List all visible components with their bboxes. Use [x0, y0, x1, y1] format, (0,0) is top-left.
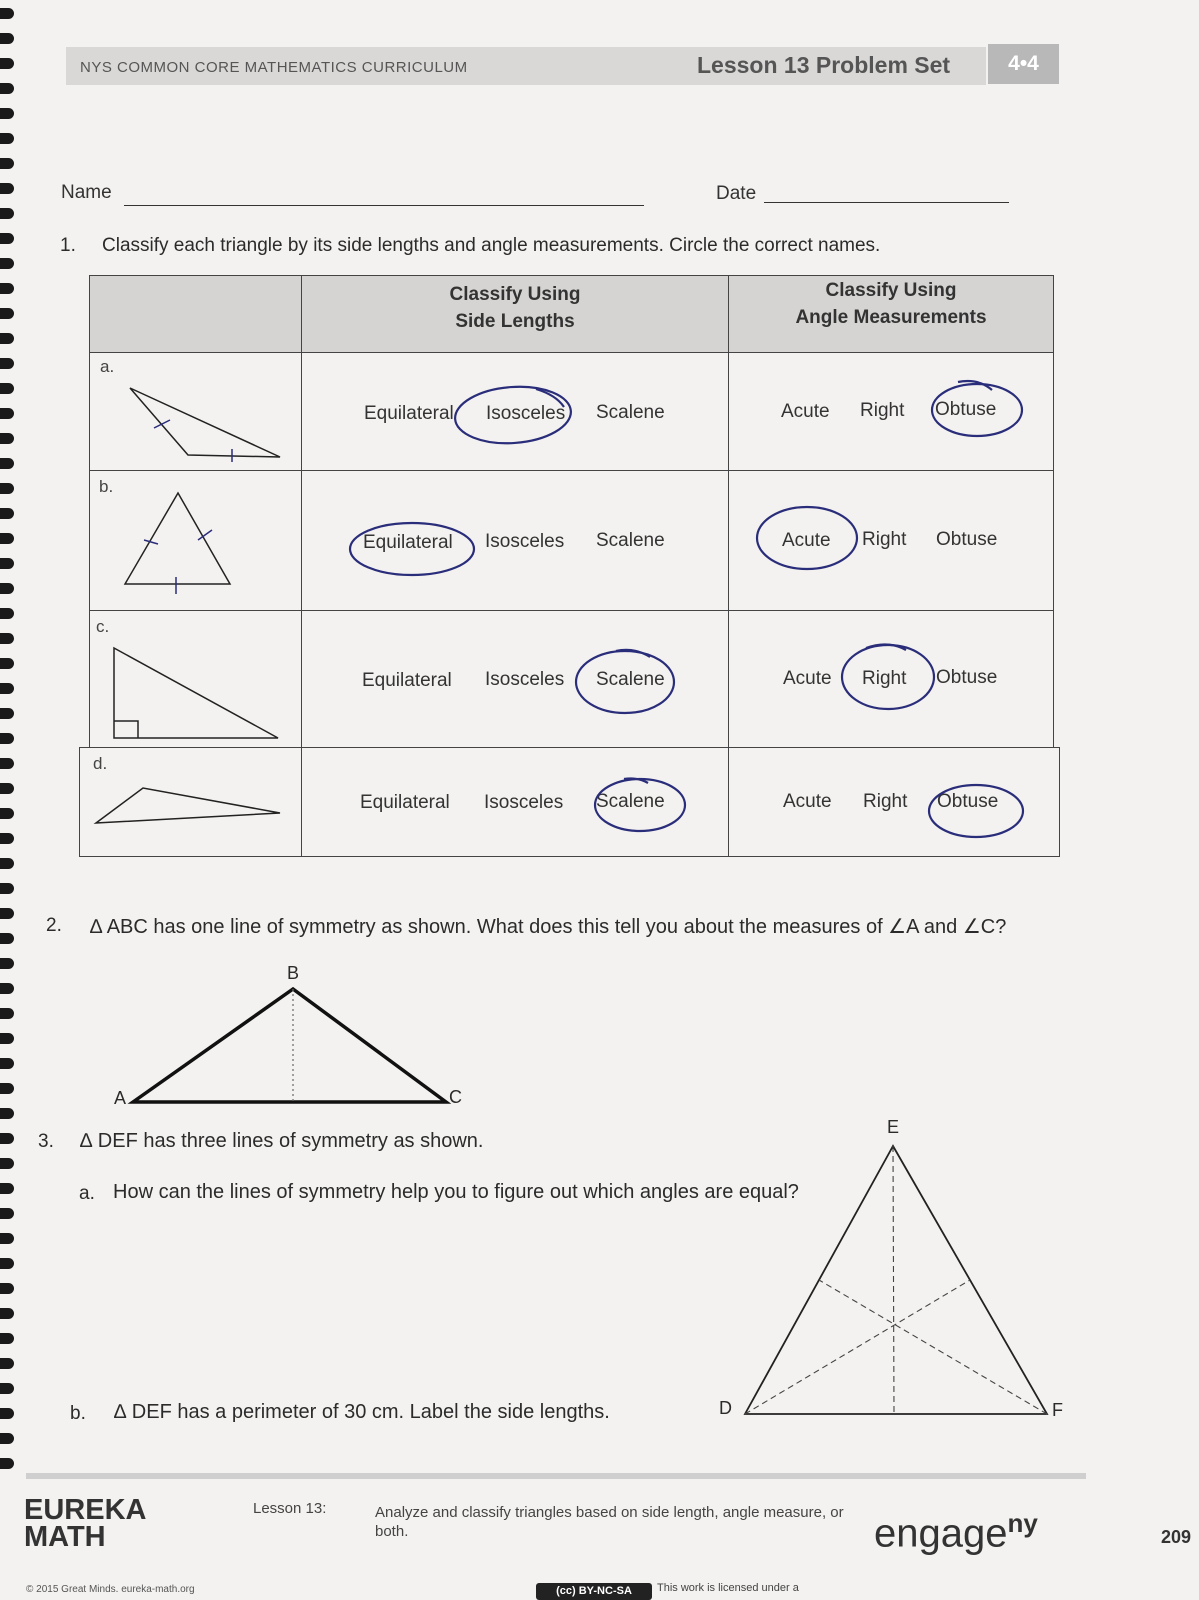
copyright: © 2015 Great Minds. eureka-math.org	[26, 1584, 195, 1595]
license-text: This work is licensed under a	[657, 1582, 799, 1594]
row-c-option-equilateral[interactable]: Equilateral	[362, 670, 452, 691]
eureka-math-logo: EUREKA MATH	[24, 1494, 147, 1553]
row-d-option-isosceles[interactable]: Isosceles	[484, 792, 564, 813]
row-c-option-right[interactable]: Right	[862, 668, 907, 689]
header-side-lengths: Classify Using Side Lengths	[449, 284, 581, 332]
row-a-option-scalene[interactable]: Scalene	[596, 402, 665, 423]
row-d-option-right[interactable]: Right	[863, 791, 908, 812]
problem3-text: ∆ DEF has three lines of symmetry as shown.	[80, 1130, 484, 1152]
vertex-c-label: C	[449, 1087, 462, 1107]
problem1-text: Classify each triangle by its side lengths and angle measurements. Circle the correct names.	[102, 235, 881, 256]
vertex-b-label: B	[287, 963, 300, 983]
problem1-number: 1.	[60, 235, 76, 256]
row-b-option-acute[interactable]: Acute	[782, 530, 831, 551]
vertex-e-label: E	[887, 1117, 900, 1137]
vertex-f-label: F	[1052, 1400, 1063, 1420]
row-b-option-equilateral[interactable]: Equilateral	[363, 532, 453, 553]
footer-description: Analyze and classify triangles based on side length, angle measure, or both.	[375, 1504, 844, 1540]
lesson-title: Lesson 13 Problem Set	[697, 52, 951, 78]
module-badge: 4•4	[988, 44, 1059, 84]
problem3a-text: How can the lines of symmetry help you to figure out which angles are equal?	[113, 1181, 799, 1203]
name-label: Name	[61, 182, 112, 203]
footer-lesson: Lesson 13:	[253, 1500, 327, 1517]
vertex-d-label: D	[719, 1398, 732, 1418]
row-d-option-scalene[interactable]: Scalene	[596, 791, 665, 812]
vertex-a-label: A	[114, 1088, 127, 1108]
problem3-number: 3.	[38, 1131, 54, 1152]
header-angle-measurements: Classify Using Angle Measurements	[795, 280, 987, 328]
problem3b-text: ∆ DEF has a perimeter of 30 cm. Label the side lengths.	[114, 1401, 610, 1423]
row-c-option-obtuse[interactable]: Obtuse	[936, 667, 998, 688]
row-b-option-isosceles[interactable]: Isosceles	[485, 531, 565, 552]
row-c-option-scalene[interactable]: Scalene	[596, 669, 665, 690]
row-b-option-obtuse[interactable]: Obtuse	[936, 529, 998, 550]
row-a-option-obtuse[interactable]: Obtuse	[935, 399, 997, 420]
footer-rule	[26, 1473, 1086, 1479]
row-d-option-acute[interactable]: Acute	[783, 791, 832, 812]
cc-license-badge: (cc) BY-NC-SA	[536, 1583, 652, 1600]
row-c-label: c.	[96, 617, 110, 636]
curriculum-title: NYS COMMON CORE MATHEMATICS CURRICULUM	[80, 59, 468, 76]
row-a-option-equilateral[interactable]: Equilateral	[364, 403, 454, 424]
row-c-option-isosceles[interactable]: Isosceles	[485, 669, 565, 690]
problem2-text: ∆ ABC has one line of symmetry as shown. What does this tell you about the measures of ∠A and ∠C?	[90, 916, 1007, 938]
row-b-option-right[interactable]: Right	[862, 529, 907, 550]
row-a-label: a.	[100, 357, 115, 376]
row-b-label: b.	[99, 477, 114, 496]
row-c-option-acute[interactable]: Acute	[783, 668, 832, 689]
row-d-label: d.	[93, 754, 108, 773]
problem3a-label: a.	[79, 1183, 95, 1204]
problem3b-label: b.	[70, 1403, 86, 1424]
date-label: Date	[716, 183, 757, 204]
row-d-option-obtuse[interactable]: Obtuse	[937, 791, 999, 812]
page-number: 209	[1161, 1527, 1192, 1547]
row-b-option-scalene[interactable]: Scalene	[596, 530, 665, 551]
row-d-option-equilateral[interactable]: Equilateral	[360, 792, 450, 813]
problem2-number: 2.	[46, 915, 62, 936]
row-a-option-right[interactable]: Right	[860, 400, 905, 421]
row-a-option-isosceles[interactable]: Isosceles	[486, 403, 566, 424]
row-a-option-acute[interactable]: Acute	[781, 401, 830, 422]
engageny-logo: engage$^{ny}$	[874, 1508, 1038, 1556]
